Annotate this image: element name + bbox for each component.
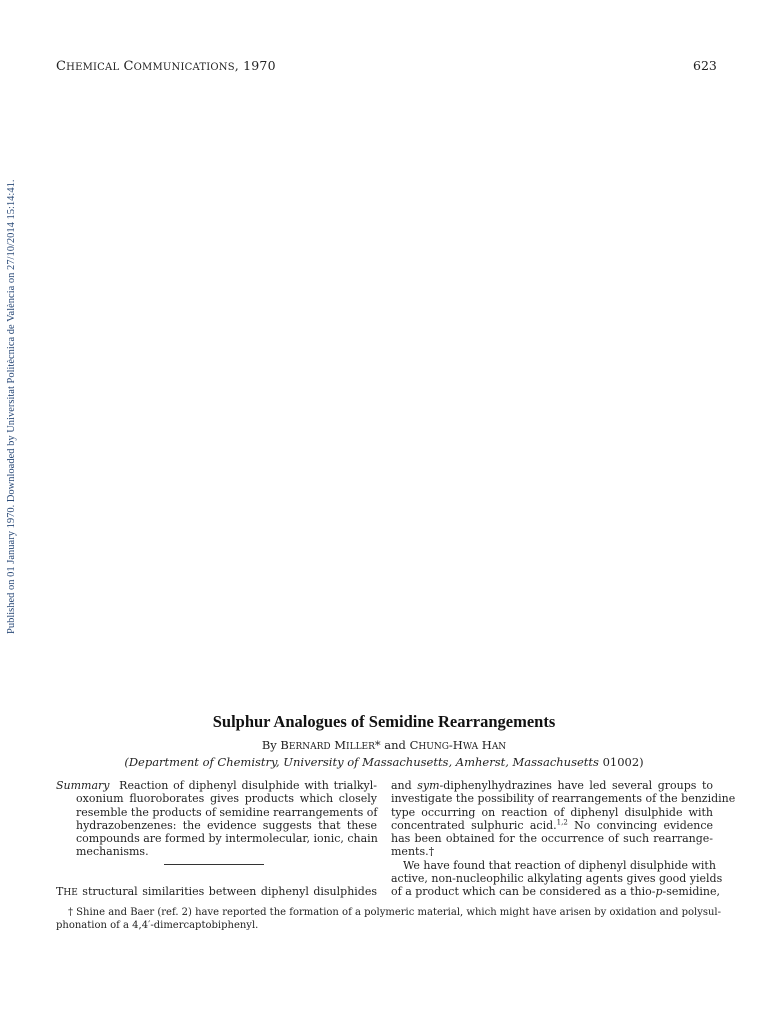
download-watermark: Published on 01 January 1970. Downloaded by Universitat Politècnica de València on 27/10/2014 15:14:41. xyxy=(6,179,17,634)
body-line: and sym-diphenylhydrazines have led several groups to xyxy=(391,779,713,792)
body-line: We have found that reaction of diphenyl disulphide with xyxy=(403,858,716,872)
body-line: concentrated sulphuric acid.$^{1,2}$ No convincing evidence xyxy=(391,818,714,832)
footnote-line: † Shine and Baer (ref. 2) have reported the formation of a polymeric material, which might have arisen by oxidation and polysul- xyxy=(68,907,721,918)
separator-rule xyxy=(164,864,264,865)
reference-superscript: 1,2 xyxy=(556,818,568,827)
summary-column xyxy=(56,779,377,859)
running-header-journal: CHEMICAL COMMUNICATIONS, 1970 xyxy=(56,58,276,74)
affiliation: (Department of Chemistry, University of Massachusetts, Amherst, Massachusetts 01002) xyxy=(124,755,644,769)
summary-line: Reaction of diphenyl disulphide with trialkyl- xyxy=(119,779,377,792)
body-line: of a product which can be considered as a thio-p-semidine, xyxy=(391,885,721,899)
body-column-right xyxy=(391,779,736,899)
summary-line: hydrazobenzenes: the evidence suggests that these xyxy=(76,818,377,832)
body-line: has been obtained for the occurrence of such rearrange- xyxy=(391,832,713,846)
article-title: Sulphur Analogues of Semidine Rearrangements xyxy=(212,712,556,731)
body-line: active, non-nucleophilic alkylating agents gives good yields xyxy=(391,872,723,886)
summary-line: oxonium fluoroborates gives products which closely xyxy=(76,792,377,806)
body-line: ments.† xyxy=(391,845,435,859)
body-start: THE structural similarities between diphenyl disulphides xyxy=(56,885,377,898)
summary-line: mechanisms. xyxy=(76,845,149,859)
footnote-line: phonation of a 4,4′-dimercaptobiphenyl. xyxy=(56,919,259,931)
footnote xyxy=(56,907,721,932)
summary-line: compounds are formed by intermolecular, ionic, chain xyxy=(76,832,378,846)
summary-line: resemble the products of semidine rearrangements of xyxy=(76,805,378,819)
author-byline: By BERNARD MILLER* and CHUNG-HWA HAN xyxy=(261,738,507,752)
body-line: investigate the possibility of rearrangements of the benzidine xyxy=(391,792,736,806)
page-number: 623 xyxy=(693,58,717,73)
body-line: type occurring on reaction of diphenyl disulphide with xyxy=(391,805,713,819)
summary-label: Summary xyxy=(56,779,110,792)
